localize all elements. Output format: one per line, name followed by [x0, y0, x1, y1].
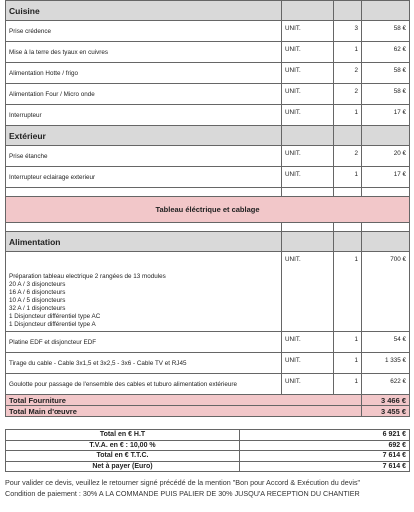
- item-description: Interrupteur eclairage exterieur: [6, 167, 282, 188]
- item-unit: UNIT.: [282, 42, 334, 63]
- summary-row: [6, 461, 410, 472]
- item-unit: UNIT.: [282, 146, 334, 167]
- item-line: 10 A / 5 disjoncteurs: [9, 297, 66, 304]
- table-row: [6, 105, 410, 126]
- item-amount: 1 335 €: [362, 353, 410, 374]
- item-description: Prise crédence: [6, 21, 282, 42]
- item-description: Prise étanche: [6, 146, 282, 167]
- quote-page: [5, 0, 409, 500]
- summary-value: 692 €: [240, 440, 410, 451]
- item-unit: UNIT.: [282, 84, 334, 105]
- summary-label: T.V.A. en € : 10,00 %: [6, 440, 240, 451]
- item-description: Goulotte pour passage de l'ensemble des cables et tuburo alimentation extérieure: [6, 374, 282, 395]
- item-amount: 62 €: [362, 42, 410, 63]
- item-quantity: 3: [334, 21, 362, 42]
- notes: [5, 478, 409, 498]
- table-row: [6, 42, 410, 63]
- summary-value: 7 614 €: [240, 461, 410, 472]
- item-description: Interrupteur: [6, 105, 282, 126]
- table-row: [6, 332, 410, 353]
- item-description: Alimentation Hotte / frigo: [6, 63, 282, 84]
- item-quantity: 2: [334, 84, 362, 105]
- section-header-alimentation: [6, 232, 410, 252]
- item-line: 32 A / 1 disjoncteurs: [9, 305, 66, 312]
- total-fourniture-row: [6, 395, 410, 406]
- item-unit: UNIT.: [282, 252, 334, 332]
- item-line: 16 A / 6 disjoncteurs: [9, 289, 66, 296]
- table-row: [6, 21, 410, 42]
- section-header-cuisine: [6, 1, 410, 21]
- total-main-oeuvre-label: Total Main d'œuvre: [6, 406, 362, 417]
- item-line: 1 Disjoncteur différentiel type A: [9, 321, 96, 328]
- item-description: Platine EDF et disjoncteur EDF: [6, 332, 282, 353]
- item-quantity: 1: [334, 167, 362, 188]
- item-unit: UNIT.: [282, 105, 334, 126]
- item-line: 20 A / 3 disjoncteurs: [9, 281, 66, 288]
- section-title: Cuisine: [6, 1, 282, 21]
- section-title: Extérieur: [6, 126, 282, 146]
- summary-label: Total en € H.T: [6, 430, 240, 441]
- item-description: Alimentation Four / Micro onde: [6, 84, 282, 105]
- item-line: Préparation tableau electrique 2 rangées de 13 modules: [9, 273, 166, 280]
- total-fourniture-label: Total Fourniture: [6, 395, 362, 406]
- validation-note: Pour valider ce devis, veuillez le retourner signé précédé de la mention "Bon pour Accord & Exécution du devis": [5, 478, 361, 487]
- section-title: Alimentation: [6, 232, 282, 252]
- spacer-row: [6, 223, 410, 232]
- table-row: [6, 353, 410, 374]
- item-description: Tirage du cable - Cable 3x1,5 et 3x2,5 - 3x6 - Cable TV et RJ45: [6, 353, 282, 374]
- table-row: [6, 252, 410, 332]
- total-main-oeuvre-value: 3 455 €: [362, 406, 410, 417]
- item-amount: 20 €: [362, 146, 410, 167]
- item-quantity: 2: [334, 63, 362, 84]
- quote-table: [5, 0, 410, 417]
- item-quantity: 1: [334, 353, 362, 374]
- summary-table: [5, 429, 410, 472]
- item-amount: 700 €: [362, 252, 410, 332]
- item-amount: 622 €: [362, 374, 410, 395]
- item-description: [6, 252, 282, 332]
- summary-value: 7 614 €: [240, 451, 410, 462]
- item-amount: 54 €: [362, 332, 410, 353]
- item-unit: UNIT.: [282, 63, 334, 84]
- total-fourniture-value: 3 466 €: [362, 395, 410, 406]
- spacer-row: [6, 188, 410, 197]
- summary-label: Net à payer (Euro): [6, 461, 240, 472]
- table-row: [6, 167, 410, 188]
- item-quantity: 1: [334, 252, 362, 332]
- summary-label: Total en € T.T.C.: [6, 451, 240, 462]
- item-quantity: 1: [334, 374, 362, 395]
- summary-row: [6, 451, 410, 462]
- item-quantity: 1: [334, 105, 362, 126]
- item-unit: UNIT.: [282, 167, 334, 188]
- banner-title: Tableau éléctrique et cablage: [6, 197, 410, 223]
- item-quantity: 2: [334, 146, 362, 167]
- item-unit: UNIT.: [282, 332, 334, 353]
- item-line: 1 Disjoncteur différentiel type AC: [9, 313, 101, 320]
- summary-row: [6, 440, 410, 451]
- summary-value: 6 921 €: [240, 430, 410, 441]
- summary-row: [6, 430, 410, 441]
- item-amount: 58 €: [362, 21, 410, 42]
- item-amount: 17 €: [362, 167, 410, 188]
- item-quantity: 1: [334, 332, 362, 353]
- payment-terms: Condition de paiement : 30% A LA COMMANDE PUIS PALIER DE 30% JUSQU'A RECEPTION DU CHANTIER: [5, 489, 360, 498]
- item-unit: UNIT.: [282, 21, 334, 42]
- table-row: [6, 63, 410, 84]
- item-amount: 17 €: [362, 105, 410, 126]
- item-amount: 58 €: [362, 84, 410, 105]
- item-description: Mise à la terre des tyaux en cuivres: [6, 42, 282, 63]
- total-main-oeuvre-row: [6, 406, 410, 417]
- section-banner-tableau: [6, 197, 410, 223]
- item-amount: 58 €: [362, 63, 410, 84]
- item-unit: UNIT.: [282, 353, 334, 374]
- table-row: [6, 146, 410, 167]
- section-header-exterieur: [6, 126, 410, 146]
- item-unit: UNIT.: [282, 374, 334, 395]
- item-quantity: 1: [334, 42, 362, 63]
- table-row: [6, 374, 410, 395]
- table-row: [6, 84, 410, 105]
